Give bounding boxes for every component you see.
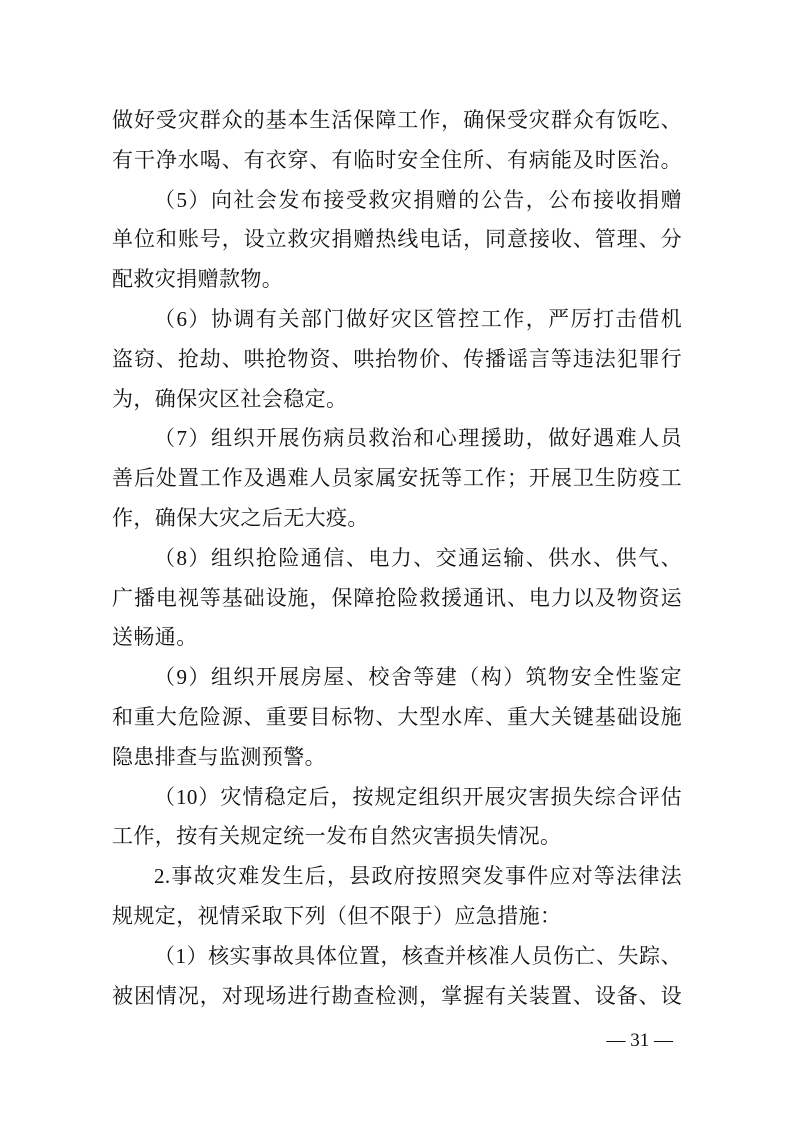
text-line: 送畅通。 [112,625,198,650]
page-footer [0,1030,673,1052]
text-line: 作，确保大灾之后无大疫。 [112,505,369,530]
text-line: 单位和账号，设立救灾捐赠热线电话，同意接收、管理、分 [112,227,682,252]
text-line: 工作，按有关规定统一发布自然灾害损失情况。 [112,824,562,849]
text-line: 为，确保灾区社会稳定。 [112,386,348,411]
text-line: （6）协调有关部门做好灾区管控工作，严厉打击借机 [154,306,682,331]
text-line: 有干净水喝、有衣穿、有临时安全住所、有病能及时医治。 [112,147,682,172]
text-line: （1）核实事故具体位置，核查并核准人员伤亡、失踪、 [154,943,682,968]
text-line: 做好受灾群众的基本生活保障工作，确保受灾群众有饭吃、 [112,108,682,132]
text-line: （9）组织开展房屋、校舍等建（构）筑物安全性鉴定 [154,665,682,690]
text-line: 隐患排查与监测预警。 [112,744,326,769]
text-line: （10）灾情稳定后，按规定组织开展灾害损失综合评估 [154,784,682,809]
text-line: 和重大危险源、重要目标物、大型水库、重大关键基础设施 [112,704,682,729]
document-body [112,101,682,1016]
page-number: — 31 — [606,1030,673,1051]
text-line: 广播电视等基础设施，保障抢险救援通讯、电力以及物资运 [112,585,682,610]
text-line: （7）组织开展伤病员救治和心理援助，做好遇难人员 [154,426,682,451]
text-line: （5）向社会发布接受救灾捐赠的公告，公布接收捐赠 [154,187,682,212]
text-line: 2.事故灾难发生后，县政府按照突发事件应对等法律法 [154,864,682,889]
text-line: （8）组织抢险通信、电力、交通运输、供水、供气、 [154,545,682,570]
text-line: 配救灾捐赠款物。 [112,267,284,292]
text-line: 被困情况，对现场进行勘查检测，掌握有关装置、设备、设 [112,983,682,1008]
text-line: 盗窃、抢劫、哄抢物资、哄抬物价、传播谣言等违法犯罪行 [112,346,682,371]
text-line: 善后处置工作及遇难人员家属安抚等工作；开展卫生防疫工 [112,466,682,491]
text-line: 规规定，视情采取下列（但不限于）应急措施： [112,903,562,928]
